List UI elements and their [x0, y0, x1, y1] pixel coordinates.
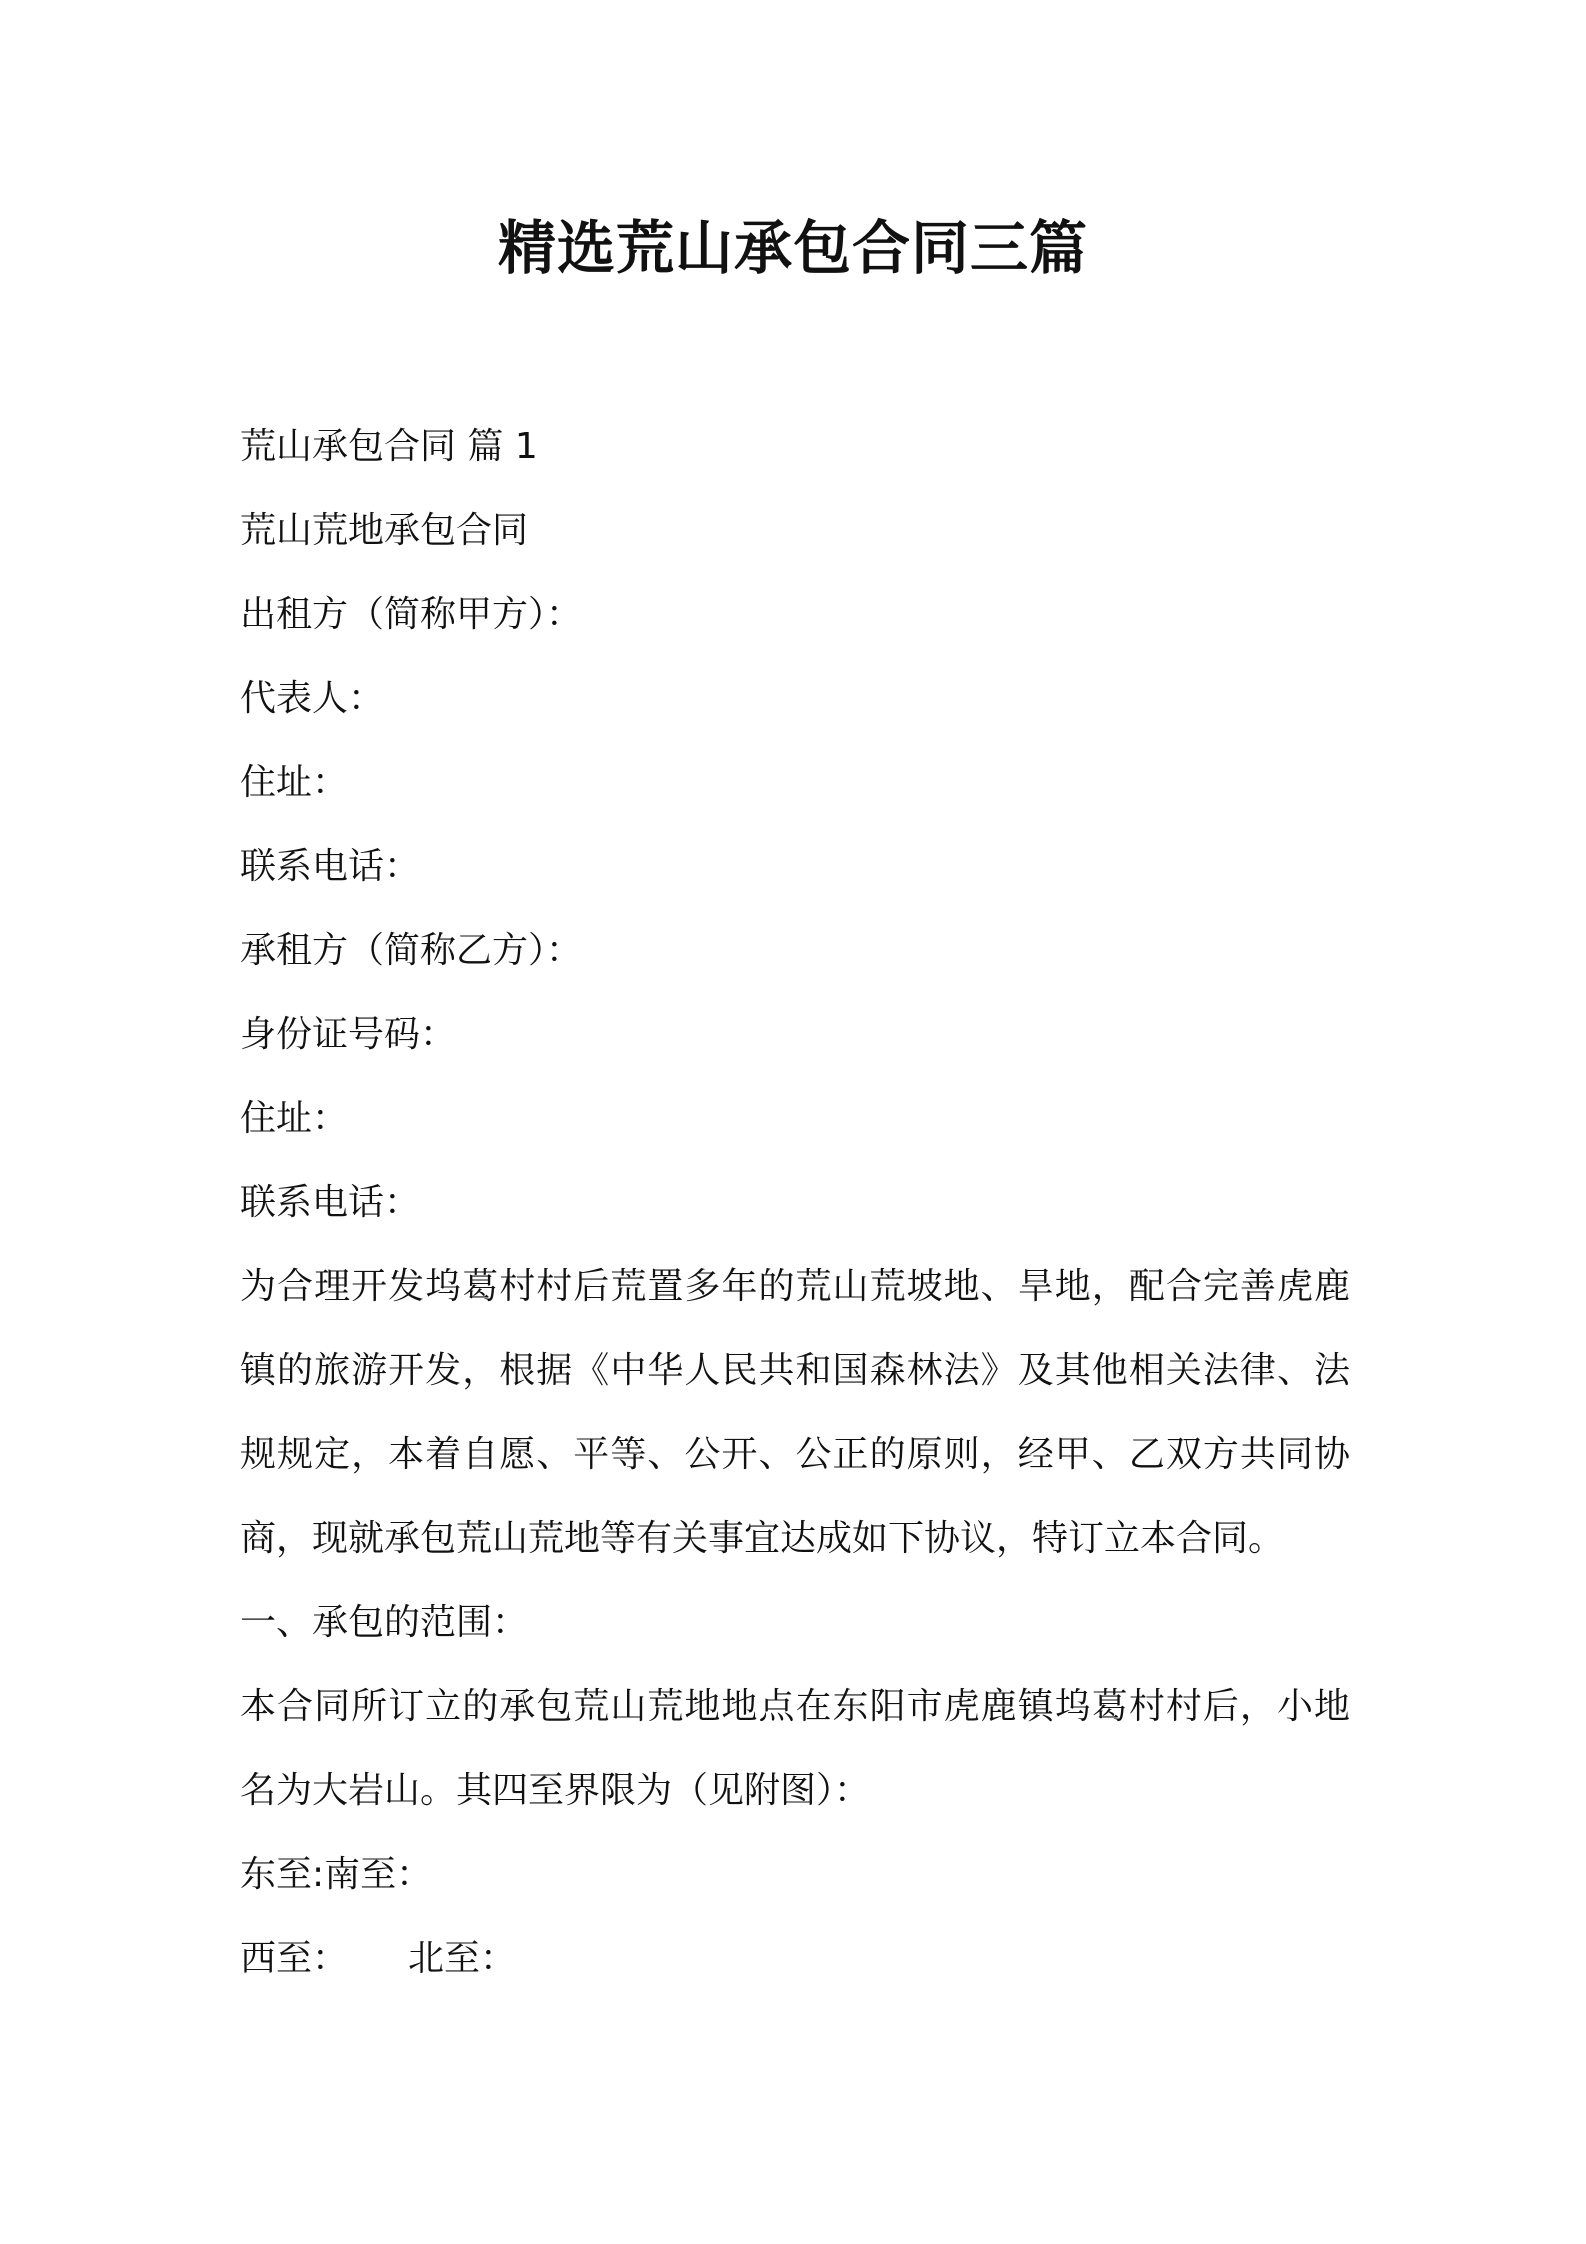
party-a-address: 住址： — [240, 762, 349, 803]
boundary-west-north — [240, 1917, 1350, 2001]
preamble-paragraph: 为合理开发坞葛村村后荒置多年的荒山荒坡地、旱地，配合完善虎鹿镇的旅游开发，根据《中华人民共和国森林法》及其他相关法律、法规规定，本着自愿、平等、公开、公正的原则，经甲、乙双方共同协商，现就承包荒山荒地等有关事宜达成如下协议，特订立本合同。 — [240, 1266, 1350, 1559]
party-b-address: 住址： — [240, 1098, 349, 1139]
party-a-label: 出租方（简称甲方）： — [240, 594, 583, 635]
party-a-phone: 联系电话： — [240, 846, 421, 887]
boundary-north: 北至： — [408, 1938, 517, 1979]
document-title: 精选荒山承包合同三篇 — [497, 214, 1088, 282]
document-body — [240, 405, 1350, 2001]
party-b-id-number: 身份证号码： — [240, 1014, 457, 1055]
party-a-representative: 代表人： — [240, 678, 385, 719]
boundary-east-south: 东至:南至： — [240, 1854, 433, 1895]
party-b-label: 承租方（简称乙方）： — [240, 930, 583, 971]
boundary-west: 西至： — [240, 1938, 349, 1979]
contract-title: 荒山荒地承包合同 — [240, 510, 529, 551]
party-b-phone: 联系电话： — [240, 1182, 421, 1223]
clause-1-heading: 一、承包的范围： — [240, 1602, 529, 1643]
section-heading: 荒山承包合同 篇 1 — [240, 426, 538, 467]
clause-1-text: 本合同所订立的承包荒山荒地地点在东阳市虎鹿镇坞葛村村后，小地名为大岩山。其四至界限为（见附图）： — [240, 1686, 1350, 1811]
